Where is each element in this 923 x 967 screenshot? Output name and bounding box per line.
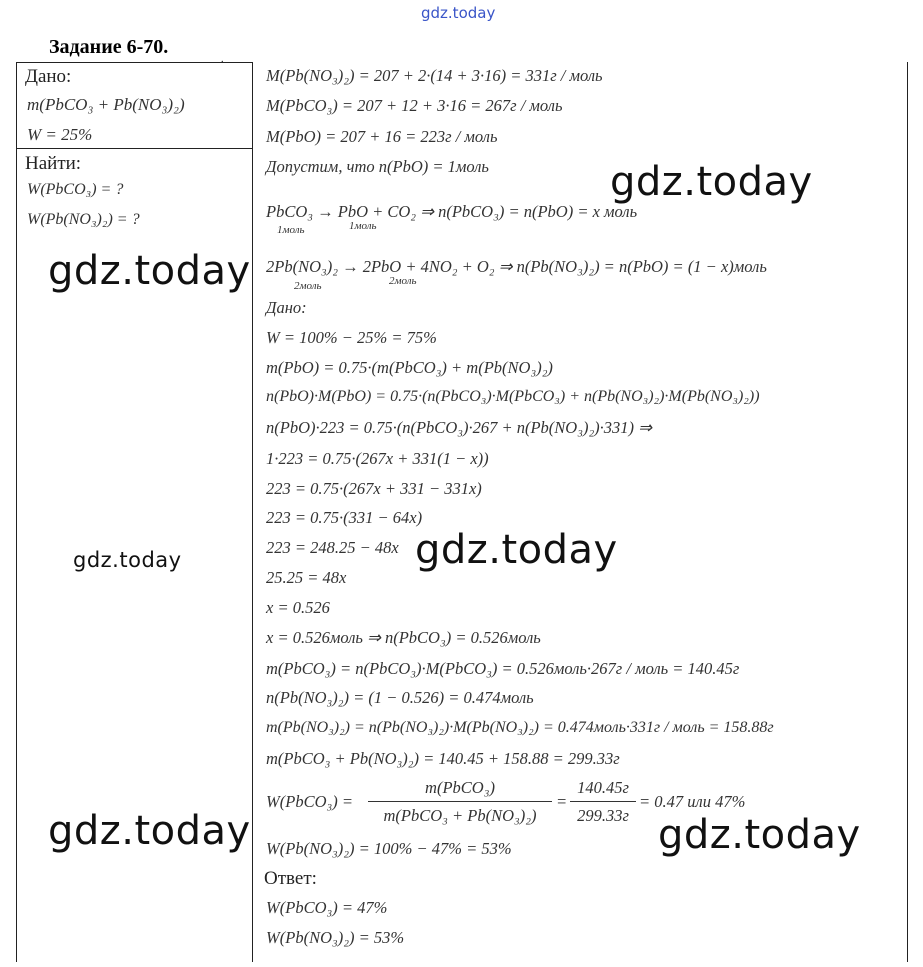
solution-line: m(PbCO₃ + Pb(NO₃)₂) = 140.45 + 158.88 = 299.33г: [266, 749, 620, 768]
table-column-divider: [252, 62, 253, 962]
solution-line: n(PbO)·223 = 0.75·(n(PbCO₃)·267 + n(Pb(NO₃)₂)·331) ⇒: [266, 418, 652, 437]
fraction-numerator-value: 140.45г: [577, 778, 629, 797]
mole-sublabel: 1моль: [349, 220, 377, 232]
watermark: gdz.today: [658, 812, 861, 858]
watermark: gdz.today: [415, 527, 618, 573]
watermark: gdz.today: [610, 159, 813, 205]
find-pbco3: W(PbCO₃) = ?: [27, 181, 124, 198]
solution-line: W = 100% − 25% = 75%: [266, 328, 437, 347]
solution-line: 2Pb(NO₃)₂ → 2PbO + 4NO₂ + O₂ ⇒ n(Pb(NO₃)₂) = n(PbO) = (1 − x)моль: [266, 257, 767, 276]
solution-line: PbCO₃ → PbO + CO₂ ⇒ n(PbCO₃) = n(PbO) = x моль: [266, 202, 638, 221]
table-left-border: [16, 62, 17, 962]
solution-line: 25.25 = 48x: [266, 568, 347, 587]
fraction-numerator: m(PbCO₃): [425, 778, 495, 797]
solution-line: 223 = 0.75·(331 − 64x): [266, 508, 423, 527]
table-top-border: [16, 62, 252, 63]
solution-line: 223 = 248.25 − 48x: [266, 538, 399, 557]
solution-line: M(PbCO₃) = 207 + 12 + 3·16 = 267г / моль: [266, 96, 563, 115]
given-find-divider: [16, 148, 252, 149]
solution-line: x = 0.526: [266, 598, 330, 617]
fraction-bar: [368, 801, 552, 802]
solution-line: m(PbCO₃) = n(PbCO₃)·M(PbCO₃) = 0.526моль·267г / моль = 140.45г: [266, 659, 740, 678]
title-mark: .: [221, 54, 224, 65]
watermark: gdz.today: [73, 548, 182, 572]
answer-line: W(PbCO₃) = 47%: [266, 898, 388, 917]
solution-line: W(Pb(NO₃)₂) = 100% − 47% = 53%: [266, 839, 512, 858]
fraction-result: = 0.47 или 47%: [639, 792, 746, 811]
given-mass-expression: m(PbCO₃ + Pb(NO₃)₂): [27, 95, 185, 114]
watermark: gdz.today: [48, 808, 251, 854]
solution-line: n(PbO)·M(PbO) = 0.75·(n(PbCO₃)·M(PbCO₃) + n(Pb(NO₃)₂)·M(Pb(NO₃)₂)): [266, 388, 760, 405]
find-label: Найти:: [25, 153, 82, 174]
fraction-denominator: m(PbCO₃ + Pb(NO₃)₂): [383, 806, 537, 825]
solution-line: M(PbO) = 207 + 16 = 223г / моль: [266, 127, 498, 146]
site-link[interactable]: gdz.today: [421, 4, 496, 22]
solution-line: 1·223 = 0.75·(267x + 331(1 − x)): [266, 449, 489, 468]
watermark: gdz.today: [48, 248, 251, 294]
solution-line: 223 = 0.75·(267x + 331 − 331x): [266, 479, 482, 498]
solution-line: Дано:: [266, 298, 307, 317]
fraction-bar-value: [570, 801, 636, 802]
fraction-lhs: W(PbCO₃) =: [266, 792, 353, 811]
task-title: Задание 6-70.: [49, 36, 169, 58]
solution-line: Допустим, что n(PbO) = 1моль: [266, 157, 489, 176]
fraction-equals: =: [556, 792, 568, 811]
table-right-border: [907, 62, 908, 962]
given-fraction-value: W = 25%: [27, 125, 93, 144]
mole-sublabel: 2моль: [294, 280, 322, 292]
fraction-denominator-value: 299.33г: [577, 806, 629, 825]
answer-line: W(Pb(NO₃)₂) = 53%: [266, 928, 405, 947]
solution-line: m(PbO) = 0.75·(m(PbCO₃) + m(Pb(NO₃)₂): [266, 358, 553, 377]
mole-sublabel: 2моль: [389, 275, 417, 287]
mole-sublabel: 1моль: [277, 224, 305, 236]
answer-label: Ответ:: [264, 868, 317, 889]
given-label: Дано:: [25, 66, 72, 87]
solution-line: M(Pb(NO₃)₂) = 207 + 2·(14 + 3·16) = 331г / моль: [266, 66, 603, 85]
find-pbno32: W(Pb(NO₃)₂) = ?: [27, 211, 140, 228]
solution-line: x = 0.526моль ⇒ n(PbCO₃) = 0.526моль: [266, 628, 541, 647]
solution-line: m(Pb(NO₃)₂) = n(Pb(NO₃)₂)·M(Pb(NO₃)₂) = 0.474моль·331г / моль = 158.88г: [266, 719, 774, 736]
solution-line: n(Pb(NO₃)₂) = (1 − 0.526) = 0.474моль: [266, 688, 534, 707]
